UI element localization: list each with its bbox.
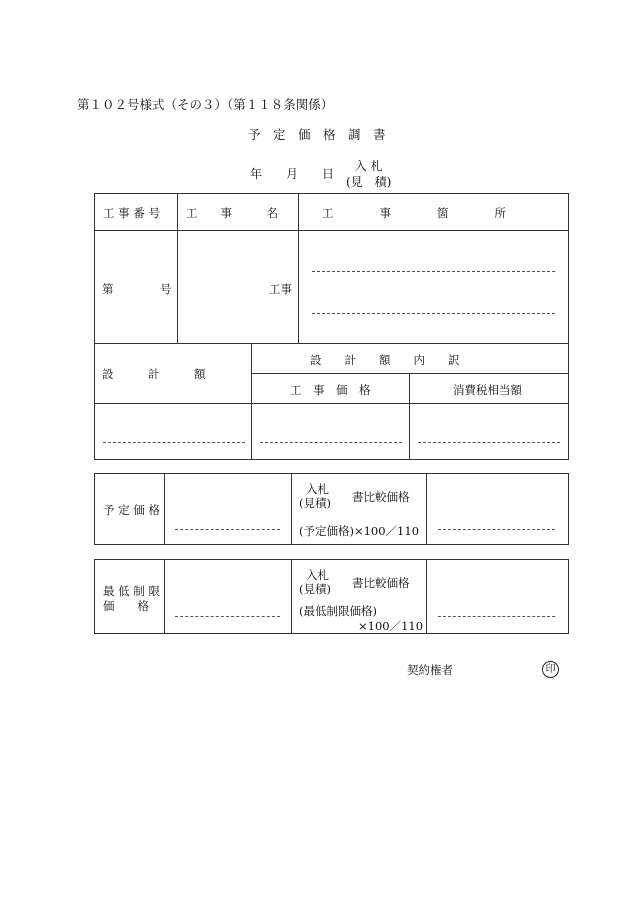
planned-table-divider-3 <box>426 473 427 545</box>
work-table-divider-1 <box>177 193 178 344</box>
design-amount-label: 設 計 額 <box>102 367 206 381</box>
estimate-label: (見 積) <box>346 175 392 189</box>
planned-estimate-label: (見積) <box>299 496 331 510</box>
minimum-bid-label: 入札 <box>306 568 329 582</box>
work-location-header: 工 事 箇 所 <box>322 206 506 220</box>
work-location-line-2 <box>312 313 555 314</box>
planned-table-divider-2 <box>291 473 292 545</box>
bid-label: 入 札 <box>354 159 383 173</box>
minimum-price-label-line2: 価 格 <box>103 599 149 613</box>
planned-price-label: 予 定 価 格 <box>103 503 160 517</box>
document-title: 予 定 価 格 調 書 <box>248 127 386 142</box>
design-table-divider-1 <box>251 343 252 460</box>
bid-estimate-label <box>346 158 391 190</box>
minimum-table-divider-2 <box>291 559 292 634</box>
planned-comparison-line <box>438 529 555 530</box>
consumption-tax-line <box>418 442 560 443</box>
seal-mark: 印 <box>542 661 559 678</box>
work-table-divider-2 <box>298 193 299 344</box>
work-location-line-1 <box>312 271 555 272</box>
minimum-price-label-line1: 最 低 制 限 <box>103 584 160 598</box>
minimum-price-line <box>175 616 280 617</box>
work-number-header: 工 事 番 号 <box>103 206 160 220</box>
planned-comparison-label: 書比較価格 <box>352 490 410 504</box>
minimum-estimate-label: (見積) <box>299 582 331 596</box>
work-number-prefix: 第 <box>102 282 114 296</box>
planned-price-line <box>175 529 280 530</box>
construction-price-line <box>260 442 402 443</box>
consumption-tax-label: 消費税相当額 <box>453 383 522 397</box>
planned-bid-label: 入札 <box>306 482 329 496</box>
minimum-comparison-label: 書比較価格 <box>352 576 410 590</box>
contractor-label: 契約権者 <box>407 663 453 677</box>
date-label: 年 月 日 <box>250 167 335 181</box>
planned-table-divider-1 <box>164 473 165 545</box>
minimum-table-divider-1 <box>164 559 165 634</box>
design-amount-line <box>103 442 245 443</box>
design-table-divider-2 <box>409 373 410 460</box>
work-number-suffix: 号 <box>160 282 172 296</box>
design-table-header-divider <box>94 403 569 404</box>
design-breakdown-divider <box>251 373 569 374</box>
work-table-header-divider <box>94 230 569 231</box>
form-number: 第１０２号様式（その３）（第１１８条関係） <box>77 97 334 112</box>
construction-price-label: 工 事 価 格 <box>290 383 371 397</box>
planned-formula: (予定価格)×100／110 <box>299 524 420 538</box>
minimum-price-table <box>94 559 569 634</box>
minimum-table-divider-3 <box>426 559 427 634</box>
design-breakdown-header: 設 計 額 内 訳 <box>310 353 460 367</box>
minimum-comparison-line <box>438 616 555 617</box>
work-name-suffix: 工事 <box>269 282 292 296</box>
minimum-formula-line1: (最低制限価格) <box>299 604 377 618</box>
minimum-formula-line2: ×100／110 <box>358 619 424 633</box>
work-name-header: 工 事 名 <box>186 206 278 220</box>
